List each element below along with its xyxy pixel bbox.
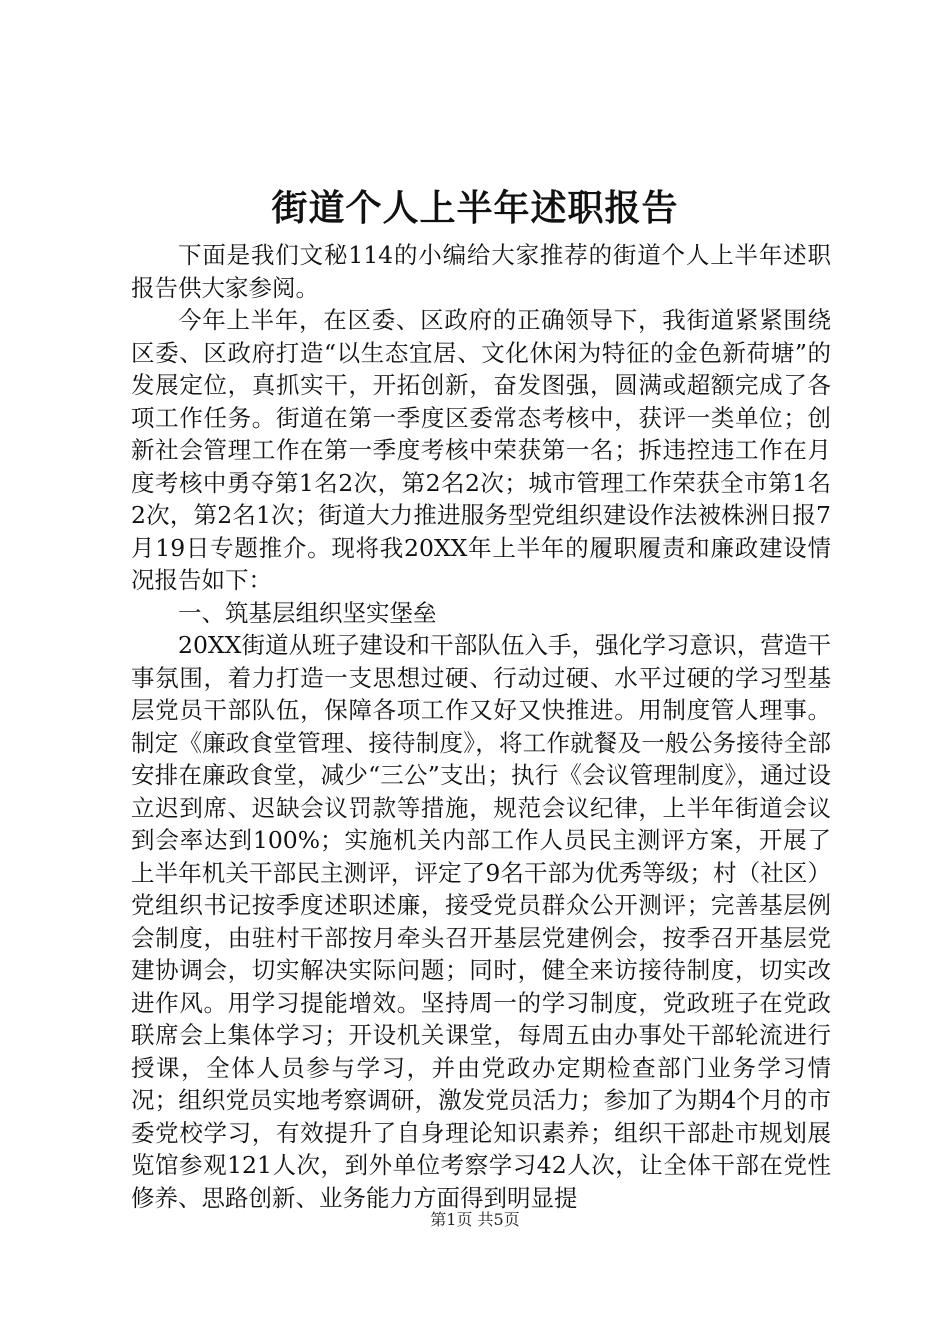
- document-title: 街道个人上半年述职报告: [271, 187, 679, 229]
- section-heading: 一、筑基层组织坚实堡垒: [178, 598, 437, 627]
- page-footer: 第1页 共5页: [430, 1210, 520, 1229]
- document-body: [131, 239, 831, 1214]
- intro-paragraph: 下面是我们文秘114的小编给大家推荐的街道个人上半年述职报告供大家参阅。: [131, 241, 831, 302]
- section-paragraph: 20XX街道从班子建设和干部队伍入手，强化学习意识，营造干事氛围，着力打造一支思想过硬、行动过硬、水平过硬的学习型基层党员干部队伍，保障各项工作又好又快推进。用制度管人理事。制定《廉政食堂管理、接待制度》，将工作就餐及一般公务接待全部安排在廉政食堂，减少“三公”支出；执行《会议管理制度》，通过设立迟到席、迟缺会议罚款等措施，规范会议纪律，上半年街道会议到会率达到100%；实施机关内部工作人员民主测评方案，开展了上半年机关干部民主测评，评定了9名干部为优秀等级；村（社区）党组织书记按季度述职述廉，接受党员群众公开测评；完善基层例会制度，由驻村干部按月牵头召开基层党建例会，按季召开基层党建协调会，切实解决实际问题；同时，健全来访接待制度，切实改进作风。用学习提能增效。坚持周一的学习制度，党政班子在党政联席会上集体学习；开设机关课堂，每周五由办事处干部轮流进行授课，全体人员参与学习，并由党政办定期检查部门业务学习情况；组织党员实地考察调研，激发党员活力；参加了为期4个月的市委党校学习，有效提升了自身理论知识素养；组织干部赴市规划展览馆参观121人次，到外单位考察学习42人次，让全体干部在党性修养、思路创新、业务能力方面得到明显提: [131, 631, 831, 1212]
- summary-paragraph: 今年上半年，在区委、区政府的正确领导下，我街道紧紧围绕区委、区政府打造“以生态宜居、文化休闲为特征的金色新荷塘”的发展定位，真抓实干，开拓创新，奋发图强，圆满或超额完成了各项工作任务。街道在第一季度区委常态考核中，获评一类单位；创新社会管理工作在第一季度考核中荣获第一名；拆违控违工作在月度考核中勇夺第1名2次，第2名2次；城市管理工作荣获全市第1名2次，第2名1次；街道大力推进服务型党组织建设作法被株洲日报7月19日专题推介。现将我20XX年上半年的履职履责和廉政建设情况报告如下：: [131, 306, 831, 594]
